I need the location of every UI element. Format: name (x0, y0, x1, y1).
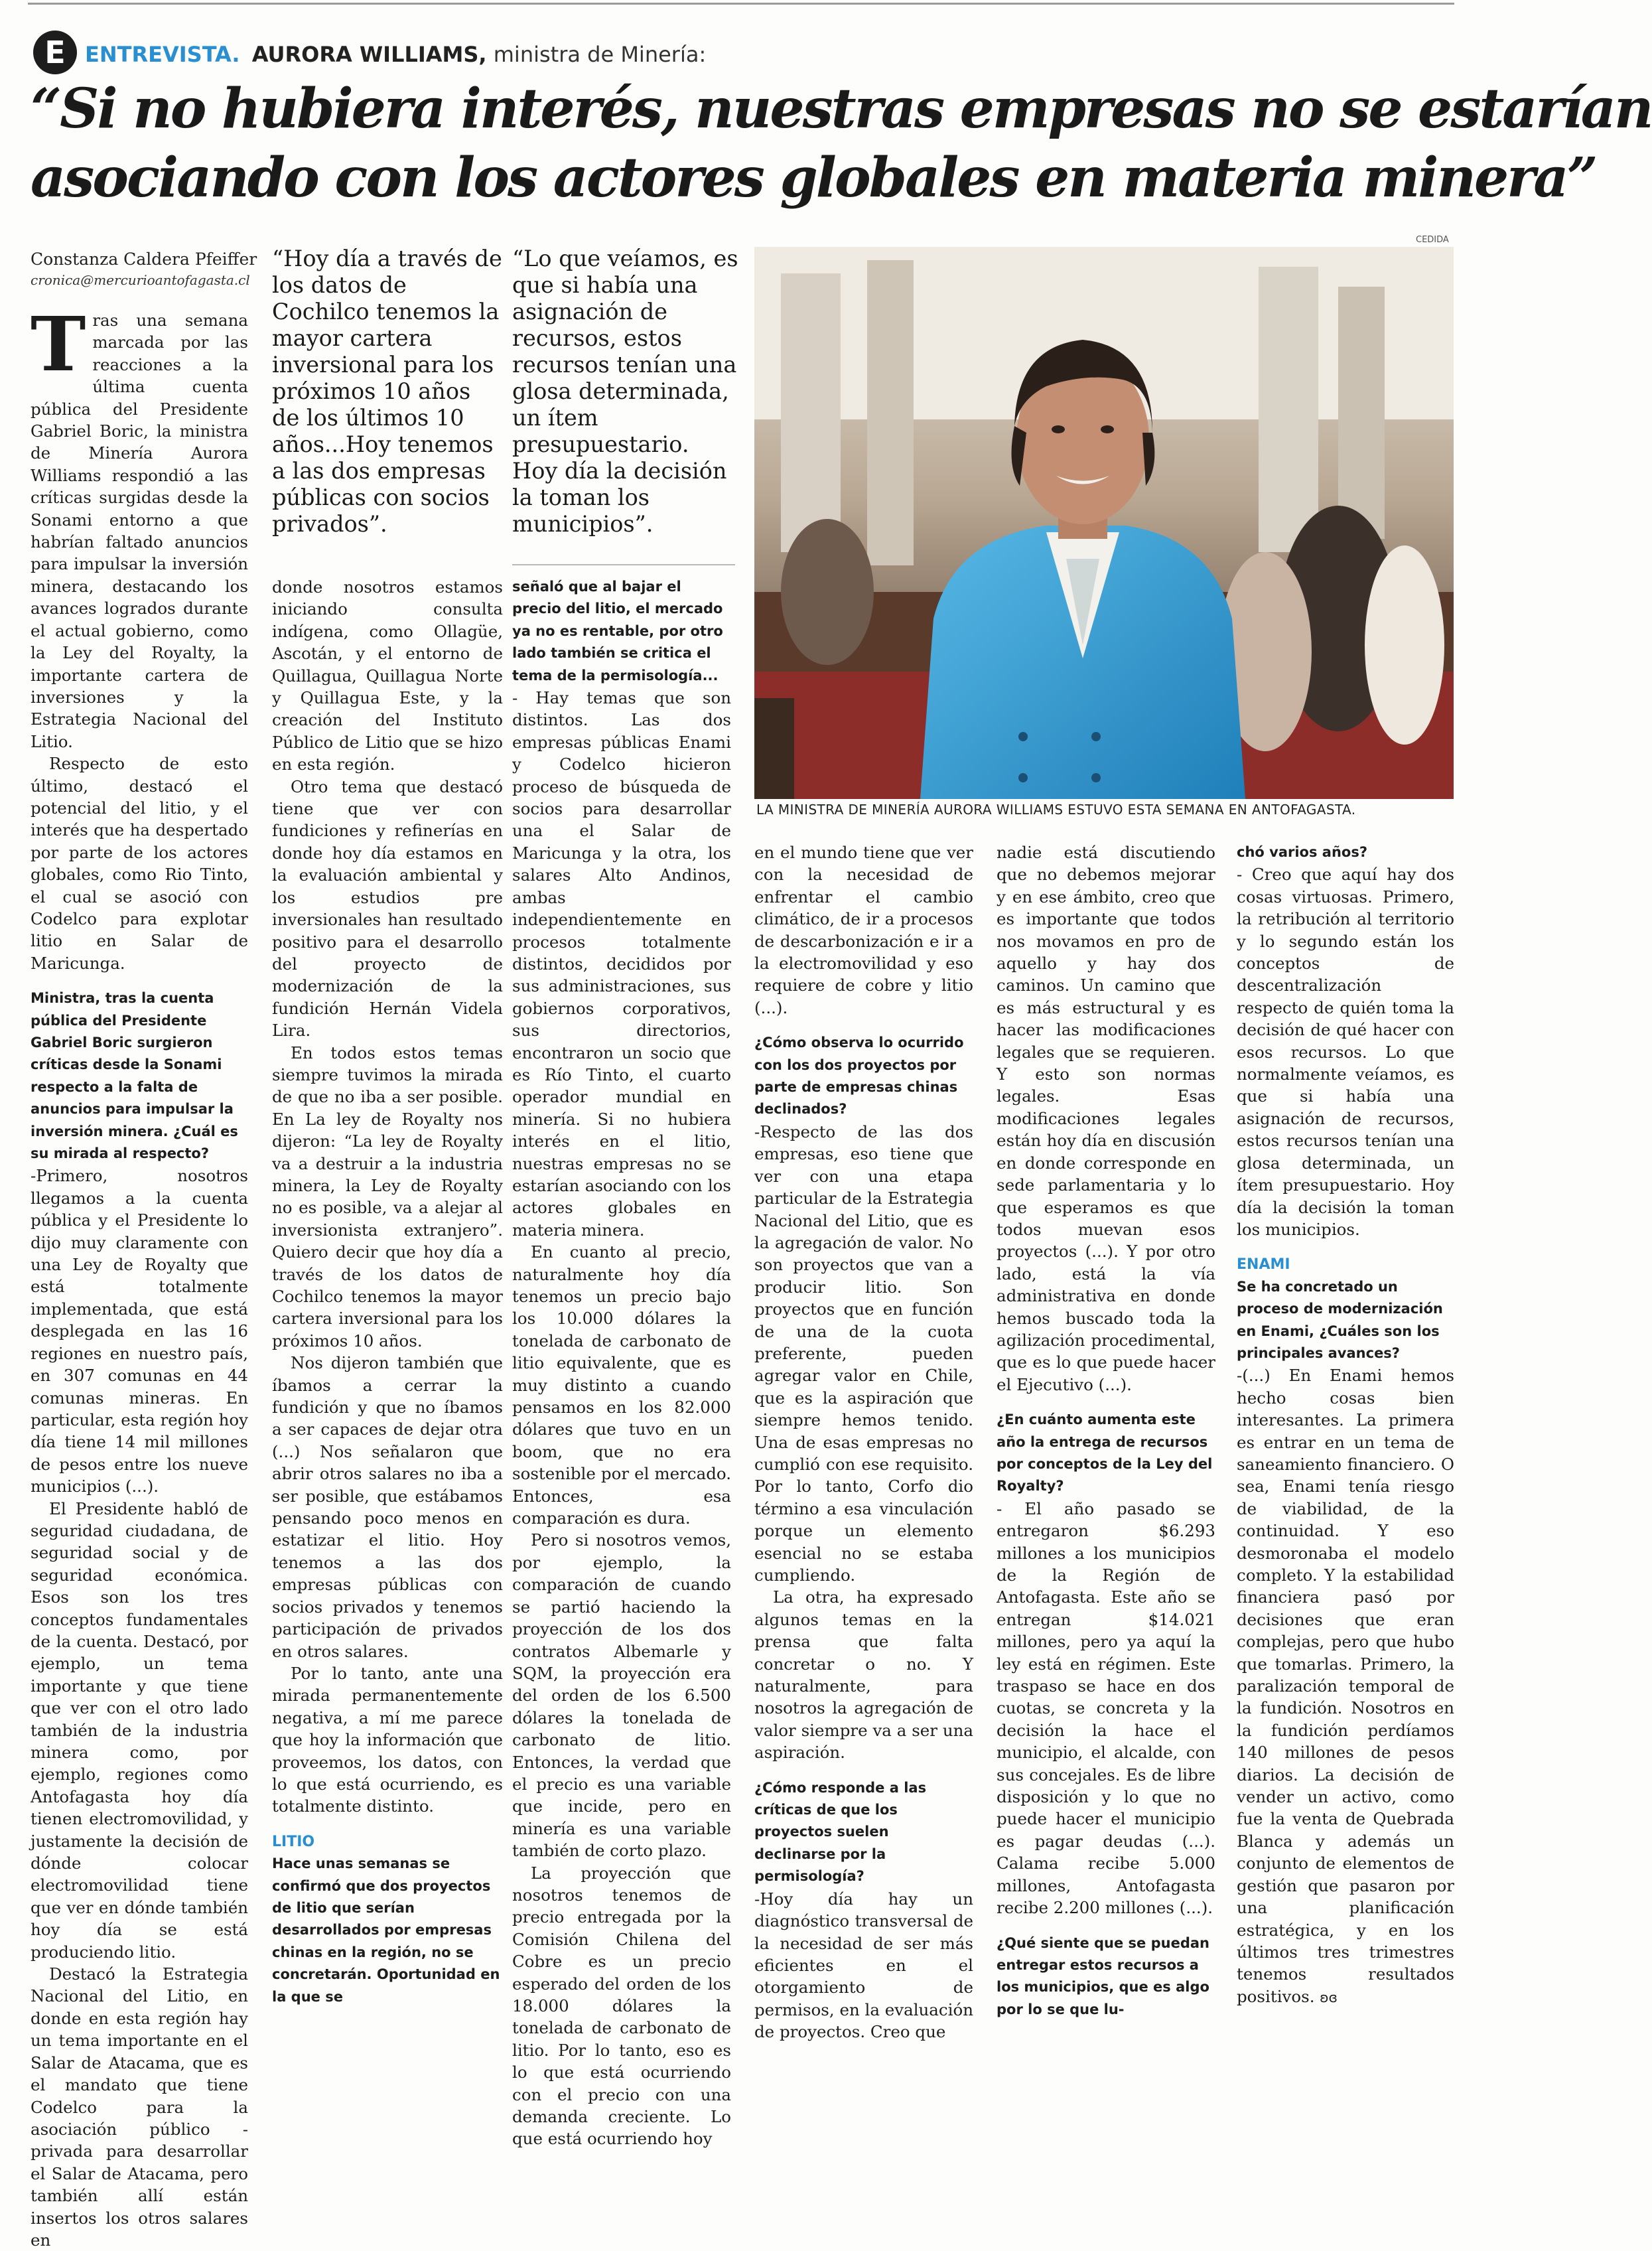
kicker (85, 41, 706, 68)
paragraph: - Creo que aquí hay dos cosas virtuosas. Primero, la retribución al territorio y lo segundo están los conceptos de descentralización respecto de quién toma la decisión de qué hacer con esos recursos. Lo que normalmente veíamos, es que si había una asignación de recursos, estos recursos tenían una glosa determinada, un ítem presupuestario. Hoy día la decisión la toman los municipios. (1237, 865, 1454, 1239)
section-label: ENTREVISTA. (85, 42, 240, 67)
paragraph: -(...) En Enami hemos hecho cosas bien interesantes. La primera es entrar en un tema de saneamiento financiero. O sea, Enami tenía riesgo de viabilidad, de la continuidad. Y eso desmoronaba el modelo completo. Y la estabilidad financiera pasó por decisiones que eran complejas, pero que hubo que tomarlas. Primero, la paralización temporal de la fundición. Nosotros en la fundición perdíamos 140 millones de pesos diarios. La decisión de vender un activo, como fue la venta de Quebrada Blanca y además un conjunto de elementos de gestión que pasaron por una planificación estratégica, y en los últimos tres trimestres tenemos resultados positivos. ʚɞ (1237, 1366, 1454, 2006)
interviewee-role: ministra de Minería: (486, 42, 707, 67)
section-badge: E (33, 31, 77, 74)
paragraph: En todos estos temas siempre tuvimos la mirada de que no iba a ser posible. En La ley de Royalty nos dijeron: “La ley de Royalty va a destruir a la industria minera, la Ley de Royalty no es posible, va a alejar al inversionista extranjero”. Quiero decir que hoy día a través de los datos de Cochilco tenemos la mayor cartera inversional para los próximos 10 años. (272, 1043, 503, 1350)
headline-line-1: “Si no hubiera interés, nuestras empresas no se estarían (31, 77, 1652, 141)
paragraph: En cuanto al precio, naturalmente hoy día tenemos un precio bajo los 10.000 dólares la tonelada de carbonato de litio equivalente, que es muy distinto a cuando pensamos en los 82.000 dólares que tuvo en un boom, que no era sostenible por el mercado. Entonces, esa comparación es dura. (512, 1242, 731, 1528)
interview-question: ¿Qué siente que se puedan entregar estos recursos a los municipios, que es algo por lo se que lu- (997, 1934, 1209, 2017)
paragraph: Respecto de esto último, destacó el potencial del litio, y el interés que ha despertado por parte de los actores globales, como Rio Tinto, el cual se asoció con Codelco para explotar litio en Salar de Maricunga. (31, 754, 248, 973)
interview-question: señaló que al bajar el precio del litio, el mercado ya no es rentable, por otro lado también se critica el tema de la permisología... (512, 579, 723, 684)
paragraph: nadie está discutiendo que no debemos mejorar y en ese ámbito, creo que es importante que todos nos movamos en pro de aquello y hay dos caminos. Un camino que es más estructural y es hacer las modificaciones legales que se requieren. Y esto son normas legales. Esas modificaciones legales están hoy día en discusión en donde corresponde en sede parlamentaria y lo que esperamos es que todos muevan esos proyectos (...). Y por otro lado, está la vía administrativa en donde hemos buscado toda la agilización procedimental, que es lo que puede hacer el Ejecutivo (...). (997, 843, 1215, 1394)
photo-credit: CEDIDA (1416, 235, 1449, 245)
paragraph: -Primero, nosotros llegamos a la cuenta pública y el Presidente lo dijo muy claramente con una Ley de Royalty que está totalmente implementada, que está desplegada en las 16 regiones en nuestro país, en 307 comunas en 44 comunas mineras. En particular, esta región hoy día tiene 14 mil millones de pesos entre los nueve municipios (...). (31, 1166, 248, 1496)
interview-question: Ministra, tras la cuenta pública del Presidente Gabriel Boric surgieron críticas desde la Sonami respecto a la falta de anuncios para impulsar la inversión minera. ¿Cuál es su mirada al respecto? (31, 990, 238, 1162)
drop-cap: T (31, 301, 86, 388)
article-column-5 (997, 841, 1215, 2021)
headline-line-2: asociando con los actores globales en materia minera” (31, 146, 1596, 210)
top-rule (28, 3, 1454, 5)
interview-question: Hace unas semanas se confirmó que dos proyectos de litio que serían desarrollados por empresas chinas en la región, no se concretarán. Oportunidad en la que se (272, 1855, 500, 2005)
article-column-3 (512, 576, 731, 2150)
photo-caption: LA MINISTRA DE MINERÍA AURORA WILLIAMS ESTUVO ESTA SEMANA EN ANTOFAGASTA. (756, 802, 1356, 818)
paragraph: Por lo tanto, ante una mirada permanentemente negativa, a mí me parece que hoy la información que proveemos, los datos, con lo que está ocurriendo, es totalmente distinto. (272, 1663, 503, 1816)
paragraph: La proyección que nosotros tenemos de precio entregada por la Comisión Chilena del Cobre es un precio esperado del orden de los 18.000 dólares la tonelada de carbonato de litio. Por lo tanto, eso es lo que está ocurriendo con el precio con una demanda creciente. Lo que está ocurriendo hoy (512, 1863, 731, 2149)
interview-question: ¿En cuánto aumenta este año la entrega de recursos por conceptos de la Ley del Royalty? (997, 1412, 1213, 1494)
article-column-6 (1237, 841, 1454, 2009)
minister-photo (754, 247, 1454, 799)
paragraph: -Hoy día hay un diagnóstico transversal de la necesidad de ser más eficientes en el otorgamiento de permisos, en la evaluación de proyectos. Creo que (754, 1889, 973, 2042)
paragraph: La otra, ha expresado algunos temas en la prensa que falta concretar o no. Y naturalmente, para nosotros la agregación de valor siempre va a ser una aspiración. (754, 1587, 973, 1763)
subheading-litio: LITIO (272, 1833, 315, 1850)
interview-question: ¿Cómo responde a las críticas de que los proyectos suelen declinarse por la permisología? (754, 1779, 927, 1885)
interview-question: chó varios años? (1237, 844, 1368, 860)
lead-paragraph: Tras una semana marcada por las reacciones a la última cuenta pública del Presidente Gabriel Boric, la ministra de Minería Aurora Williams respondió a las críticas surgidas desde la Sonami entorno a que habrían faltado anuncios para impulsar la inversión minera, destacando los avances logrados durante el actual gobierno, como la Ley del Royalty, la importante cartera de inversiones y la Estrategia Nacional del Litio. (31, 301, 248, 751)
paragraph: - El año pasado se entregaron $6.293 millones a los municipios de la Región de Antofagasta. Este año se entregan $14.021 millones, pero ya aquí la ley está en régimen. Este traspaso se hace en dos cuotas, se concreta y la decisión la hace el municipio, el alcalde, con sus concejales. Es de libre disposición y lo que no puede hacer el municipio es pagar deudas (...). Calama recibe 5.000 millones, Antofagasta recibe 2.200 millones (...). (997, 1498, 1215, 1918)
paragraph: Pero si nosotros vemos, por ejemplo, la comparación de cuando se partió haciendo la proyección de los dos contratos Albemarle y SQM, la proyección era del orden de los 6.500 dólares la tonelada de carbonato de litio. Entonces, la verdad que el precio es una variable que incide, pero en minería es una variable también de corto plazo. (512, 1530, 731, 1861)
interviewee-name: AURORA WILLIAMS, (251, 42, 487, 67)
paragraph: donde nosotros estamos iniciando consulta indígena, como Ollagüe, Ascotán, y el entorno de Quillagua, Quillagua Norte y Quillagua Este, y la creación del Instituto Público de Litio que se hizo en esta región. (272, 577, 503, 774)
article-column-1 (31, 301, 248, 2251)
byline-author: Constanza Caldera Pfeiffer (31, 250, 257, 269)
interview-question: ¿Cómo observa lo ocurrido con los dos proyectos por parte de empresas chinas declinados? (754, 1035, 964, 1118)
article-column-4 (754, 841, 973, 2043)
pull-quote-rule (512, 564, 735, 565)
subheading-enami: ENAMI (1237, 1256, 1290, 1273)
byline-email: cronica@mercurioantofagasta.cl (31, 272, 250, 288)
paragraph: Nos dijeron también que íbamos a cerrar la fundición y que no íbamos a ser capaces de dejar otra (...) Nos señalaron que abrir otros salares no iba a ser posible, que estábamos pensando poco menos en estatizar el litio. Hoy tenemos a las dos empresas públicas con socios privados y tenemos participación de privados en otros salares. (272, 1353, 503, 1661)
interview-question: Se ha concretado un proceso de modernización en Enami, ¿Cuáles son los principales avances? (1237, 1278, 1443, 1361)
pull-quote-2: “Lo que veíamos, es que si había una asignación de recursos, estos recursos tenían una glosa determinada, un ítem presupuestario. Hoy día la decisión la toman los municipios”. (512, 246, 738, 537)
headline (31, 74, 1652, 212)
paragraph: El Presidente habló de seguridad ciudadana, de seguridad social y de seguridad económica. Esos son los tres conceptos fundamentales de la cuenta. Destacó, por ejemplo, un tema importante y que tiene que ver con el otro lado también de la industria minera como, por ejemplo, regiones como Antofagasta hoy día tienen electromovilidad, y justamente la decisión de dónde colocar electromovilidad tiene que ver en dónde también hoy día se está produciendo litio. (31, 1498, 248, 1962)
paragraph: Otro tema que destacó tiene que ver con fundiciones y refinerías en donde hoy día estamos en la evaluación ambiental y los estudios pre inversionales han resultado positivo para el desarrollo del proyecto de modernización de la fundición Hernán Videla Lira. (272, 776, 503, 1041)
article-column-2 (272, 576, 503, 2008)
end-of-article-icon: ʚɞ (1320, 1989, 1338, 2005)
pull-quote-1: “Hoy día a través de los datos de Cochilco tenemos la mayor cartera inversional para los próximos 10 años de los últimos 10 años...Hoy tenemos a las dos empresas públicas con socios privados”. (272, 246, 502, 537)
paragraph: Destacó la Estrategia Nacional del Litio, en donde en esta región hay un tema importante en el Salar de Atacama, que es el mandato que tiene Codelco para la asociación público - privada para desarrollar el Salar de Atacama, pero también allí están insertos los otros salares en (31, 1964, 248, 2250)
paragraph: -Respecto de las dos empresas, eso tiene que ver con una etapa particular de la Estrategia Nacional del Litio, que es la agregación de valor. No son proyectos que van a producir litio. Son proyectos que en función de una de la cuota preferente, pueden agregar valor en Chile, que es la aspiración que siempre hemos tenido. Una de esas empresas no cumplió con ese requisito. Por lo tanto, Corfo dio término a esa vinculación porque un elemento esencial no se estaba cumpliendo. (754, 1122, 973, 1585)
paragraph: en el mundo tiene que ver con la necesidad de enfrentar el cambio climático, de ir a procesos de descarbonización e ir a la electromovilidad y eso requiere de cobre y litio (...). (754, 843, 973, 1017)
paragraph: - Hay temas que son distintos. Las dos empresas públicas Enami y Codelco hicieron proceso de búsqueda de socios para desarrollar una el Salar de Maricunga y la otra, los salares Alto Andinos, ambas independientemente en procesos totalmente distintos, decididos por sus administraciones, sus gobiernos corporativos, sus directorios, encontraron un socio que es Río Tinto, el cuarto operador mundial en minería. Si no hubiera interés en el litio, nuestras empresas no se estarían asociando con los actores globales en materia minera. (512, 688, 731, 1240)
